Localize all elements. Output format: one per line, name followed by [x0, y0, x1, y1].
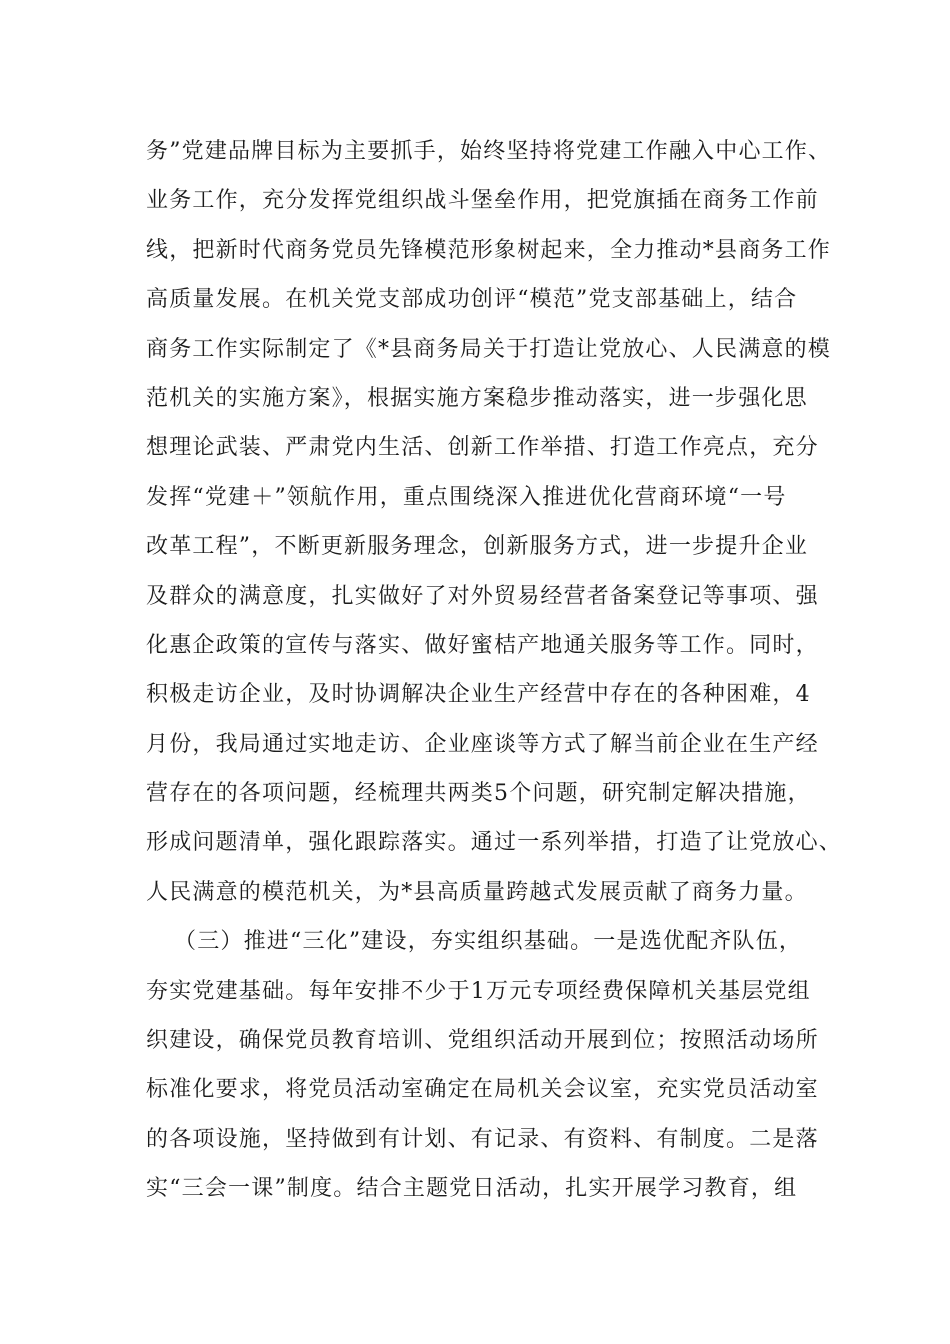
text-line: 高质量发展。在机关党支部成功创评“模范”党支部基础上，结合: [146, 287, 798, 313]
text-line: 人民满意的模范机关，为*县高质量跨越式发展贡献了商务力量。: [146, 879, 808, 905]
text-line: 范机关的实施方案》，根据实施方案稳步推动落实，进一步强化思: [146, 385, 808, 411]
text-line: 改革工程”，不断更新服务理念，创新服务方式，进一步提升企业: [146, 534, 809, 560]
text-line: 标准化要求，将党员活动室确定在局机关会议室，充实党员活动室: [146, 1077, 819, 1103]
text-line: 月份，我局通过实地走访、企业座谈等方式了解当前企业在生产经: [146, 731, 819, 757]
text-line: 夯实党建基础。每年安排不少于1万元专项经费保障机关基层党组: [146, 978, 811, 1004]
text-line: 的各项设施，坚持做到有计划、有记录、有资料、有制度。二是落: [146, 1126, 819, 1152]
text-line: 积极走访企业，及时协调解决企业生产经营中存在的各种困难，4: [146, 682, 811, 708]
body-text: [146, 127, 843, 1214]
text-line: 营存在的各项问题，经梳理共两类5个问题，研究制定解决措施，: [146, 781, 811, 807]
text-line: 商务工作实际制定了《*县商务局关于打造让党放心、人民满意的模: [146, 336, 832, 362]
text-line: 线，把新时代商务党员先锋模范形象树起来，全力推动*县商务工作: [146, 237, 832, 263]
text-line: 想理论武装、严肃党内生活、创新工作举措、打造工作亮点，充分: [146, 435, 819, 461]
text-line: 发挥“党建＋”领航作用，重点围绕深入推进优化营商环境“一号: [146, 484, 787, 510]
text-line: 形成问题清单，强化跟踪落实。通过一系列举措，打造了让党放心、: [146, 830, 843, 856]
section-heading-line: （三）推进“三化”建设，夯实组织基础。一是选优配齐队伍，: [174, 929, 803, 955]
text-line: 业务工作，充分发挥党组织战斗堡垒作用，把党旗插在商务工作前: [146, 188, 819, 214]
text-line: 织建设，确保党员教育培训、党组织活动开展到位；按照活动场所: [146, 1028, 819, 1054]
text-line: 务”党建品牌目标为主要抓手，始终坚持将党建工作融入中心工作、: [146, 139, 832, 164]
text-line: 化惠企政策的宣传与落实、做好蜜桔产地通关服务等工作。同时，: [146, 632, 819, 658]
text-line: 实“三会一课”制度。结合主题党日活动，扎实开展学习教育，组: [146, 1176, 798, 1202]
text-line: 及群众的满意度，扎实做好了对外贸易经营者备案登记等事项、强: [146, 583, 819, 609]
